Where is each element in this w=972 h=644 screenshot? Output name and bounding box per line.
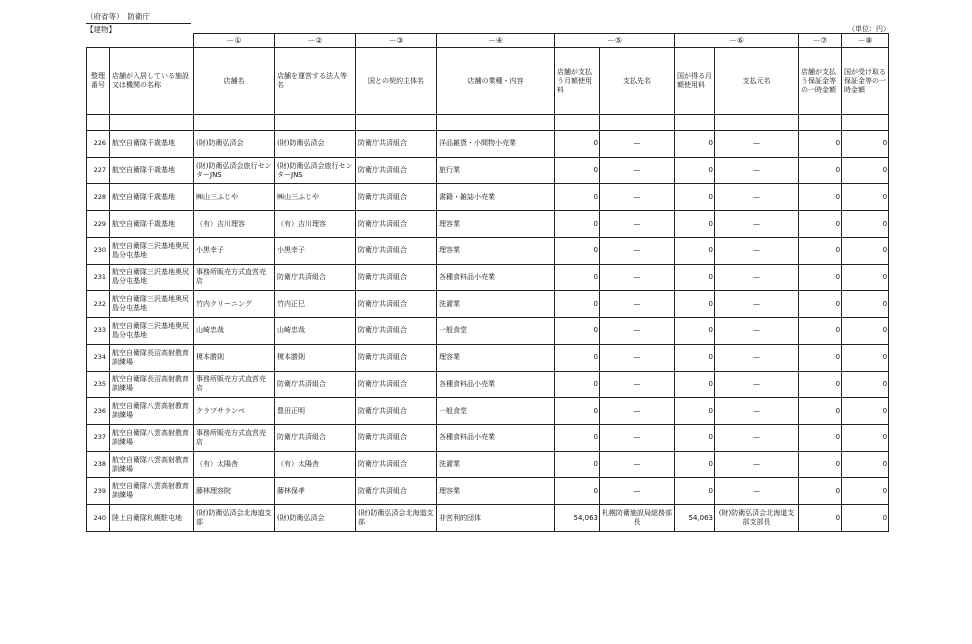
operator-name: 防衛庁共済組合 (275, 424, 356, 451)
business-type: 各種食料品小売業 (437, 264, 555, 291)
unit-label: （単位：円） (848, 25, 890, 33)
monthly-fee-paid: 0 (555, 424, 600, 451)
payee-name: — (600, 237, 675, 264)
monthly-fee-received: 0 (675, 451, 715, 478)
business-type: 洗濯業 (437, 291, 555, 318)
monthly-fee-received: 0 (675, 318, 715, 345)
table-row (87, 211, 889, 238)
deposit-paid: 0 (799, 424, 842, 451)
deposit-paid: 0 (799, 318, 842, 345)
row-number: 238 (87, 451, 110, 478)
facility-name: 航空自衛隊千歳基地 (110, 211, 194, 238)
shop-name: 事務所販売方式直営売店 (194, 371, 275, 398)
monthly-fee-paid: 0 (555, 291, 600, 318)
facility-name: 航空自衛隊八雲高射教育訓練場 (110, 451, 194, 478)
monthly-fee-received: 0 (675, 478, 715, 505)
monthly-fee-received: 0 (675, 237, 715, 264)
payee-name: — (600, 451, 675, 478)
header-facility: 店舗が入居している施設又は機関の名称 (110, 48, 194, 115)
payer-name: — (715, 157, 799, 184)
row-number: 234 (87, 344, 110, 371)
deposit-paid: 0 (799, 505, 842, 532)
table-row (87, 157, 889, 184)
monthly-fee-paid: 0 (555, 344, 600, 371)
column-header-row (87, 48, 889, 115)
header-contract: 国との契約主体名 (356, 48, 437, 115)
business-type: 旅行業 (437, 157, 555, 184)
table-row (87, 424, 889, 451)
deposit-received: 0 (842, 264, 889, 291)
header-no: 整理番号 (87, 48, 110, 115)
facility-name: 航空自衛隊千歳基地 (110, 184, 194, 211)
operator-name: 防衛庁共済組合 (275, 371, 356, 398)
header-monthly-received: 国が得る月額使用料 (675, 48, 715, 115)
monthly-fee-paid: 0 (555, 184, 600, 211)
column-number: －⑦ (799, 34, 842, 48)
shop-name: 事務所販売方式直営売店 (194, 424, 275, 451)
contract-entity: 防衛庁共済組合 (356, 131, 437, 158)
row-number: 229 (87, 211, 110, 238)
monthly-fee-received: 0 (675, 371, 715, 398)
monthly-fee-paid: 0 (555, 211, 600, 238)
shop-name: 小黒幸子 (194, 237, 275, 264)
ministry-name: 防衛庁 (127, 12, 150, 21)
business-type: 洋品雑貨・小間物小売業 (437, 131, 555, 158)
operator-name: 榎本勝則 (275, 344, 356, 371)
payer-name: — (715, 184, 799, 211)
contract-entity: 防衛庁共済組合 (356, 478, 437, 505)
operator-name: 藤林保孝 (275, 478, 356, 505)
payer-name: — (715, 424, 799, 451)
header-payee: 支払先名 (600, 48, 675, 115)
operator-name: 防衛庁共済組合 (275, 264, 356, 291)
shop-name: (財)防衛弘済会 (194, 131, 275, 158)
deposit-paid: 0 (799, 451, 842, 478)
payer-name: — (715, 291, 799, 318)
payer-name: — (715, 371, 799, 398)
shop-name: (財)防衛弘済会北海道支部 (194, 505, 275, 532)
section-label: 【建物】 (86, 25, 116, 34)
shop-name: （有）吉川理容 (194, 211, 275, 238)
deposit-paid: 0 (799, 211, 842, 238)
deposit-paid: 0 (799, 344, 842, 371)
deposit-paid: 0 (799, 371, 842, 398)
payer-name: — (715, 398, 799, 425)
deposit-received: 0 (842, 157, 889, 184)
column-number: －① (194, 34, 275, 48)
monthly-fee-paid: 54,063 (555, 505, 600, 532)
row-number: 233 (87, 318, 110, 345)
monthly-fee-paid: 0 (555, 451, 600, 478)
business-type: 洗濯業 (437, 451, 555, 478)
table-row (87, 184, 889, 211)
deposit-received: 0 (842, 184, 889, 211)
header-business: 店舗の業種・内容 (437, 48, 555, 115)
table-row (87, 344, 889, 371)
operator-name: 豊田正明 (275, 398, 356, 425)
deposit-received: 0 (842, 237, 889, 264)
table-row (87, 371, 889, 398)
table-row (87, 291, 889, 318)
row-number: 230 (87, 237, 110, 264)
table-row (87, 237, 889, 264)
deposit-received: 0 (842, 398, 889, 425)
row-number: 232 (87, 291, 110, 318)
payer-name: — (715, 478, 799, 505)
deposit-paid: 0 (799, 291, 842, 318)
column-number: －④ (437, 34, 555, 48)
business-type: 非営利的団体 (437, 505, 555, 532)
business-type: 一般食堂 (437, 318, 555, 345)
table-row (87, 478, 889, 505)
row-number: 228 (87, 184, 110, 211)
shop-name: 榎本勝則 (194, 344, 275, 371)
header-deposit-received: 国が受け取る保証金等の一時金額 (842, 48, 889, 115)
operator-name: ㈱山三ふじや (275, 184, 356, 211)
deposit-paid: 0 (799, 398, 842, 425)
operator-name: 竹内正巳 (275, 291, 356, 318)
payee-name: — (600, 131, 675, 158)
facility-name: 陸上自衛隊札幌駐屯地 (110, 505, 194, 532)
contract-entity: 防衛庁共済組合 (356, 157, 437, 184)
contract-entity: 防衛庁共済組合 (356, 184, 437, 211)
payer-name: — (715, 237, 799, 264)
business-type: 書籍・雑誌小売業 (437, 184, 555, 211)
business-type: 理容業 (437, 237, 555, 264)
operator-name: （有）太陽舎 (275, 451, 356, 478)
facility-name: 航空自衛隊三沢基地奥尻島分屯基地 (110, 318, 194, 345)
monthly-fee-paid: 0 (555, 157, 600, 184)
payer-name: — (715, 344, 799, 371)
monthly-fee-received: 0 (675, 211, 715, 238)
deposit-received: 0 (842, 451, 889, 478)
shop-name: (財)防衛弘済会旅行センターJNS (194, 157, 275, 184)
column-number-row (87, 34, 889, 48)
payee-name: — (600, 264, 675, 291)
payee-name: — (600, 344, 675, 371)
monthly-fee-received: 0 (675, 264, 715, 291)
deposit-received: 0 (842, 318, 889, 345)
payee-name: — (600, 371, 675, 398)
header-operator: 店舗を運営する法人等名 (275, 48, 356, 115)
payee-name: — (600, 157, 675, 184)
table-row (87, 451, 889, 478)
contract-entity: 防衛庁共済組合 (356, 451, 437, 478)
monthly-fee-paid: 0 (555, 398, 600, 425)
monthly-fee-received: 54,063 (675, 505, 715, 532)
ministry-line (86, 11, 191, 24)
facility-name: 航空自衛隊三沢基地奥尻島分屯基地 (110, 291, 194, 318)
deposit-received: 0 (842, 424, 889, 451)
column-number: －⑤ (555, 34, 675, 48)
monthly-fee-received: 0 (675, 424, 715, 451)
facility-name: 航空自衛隊八雲高射教育訓練場 (110, 478, 194, 505)
column-number: －⑥ (675, 34, 799, 48)
table-row (87, 131, 889, 158)
contract-entity: (財)防衛弘済会北海道支部 (356, 505, 437, 532)
monthly-fee-received: 0 (675, 344, 715, 371)
deposit-paid: 0 (799, 157, 842, 184)
operator-name: 小黒幸子 (275, 237, 356, 264)
header-shop: 店舗名 (194, 48, 275, 115)
deposit-paid: 0 (799, 237, 842, 264)
deposit-received: 0 (842, 211, 889, 238)
contract-entity: 防衛庁共済組合 (356, 211, 437, 238)
operator-name: (財)防衛弘済会 (275, 131, 356, 158)
header-deposit-paid: 店舗が支払う保証金等の一時金額 (799, 48, 842, 115)
deposit-received: 0 (842, 291, 889, 318)
facility-name: 航空自衛隊千歳基地 (110, 131, 194, 158)
column-number: －③ (356, 34, 437, 48)
business-type: 理容業 (437, 211, 555, 238)
deposit-received: 0 (842, 131, 889, 158)
monthly-fee-received: 0 (675, 157, 715, 184)
payee-name: 札幌防衛施設局総務部長 (600, 505, 675, 532)
shop-name: 竹内クリーニング (194, 291, 275, 318)
payee-name: — (600, 318, 675, 345)
table-row (87, 318, 889, 345)
row-number: 235 (87, 371, 110, 398)
contract-entity: 防衛庁共済組合 (356, 371, 437, 398)
deposit-paid: 0 (799, 264, 842, 291)
monthly-fee-paid: 0 (555, 371, 600, 398)
operator-name: （有）吉川理容 (275, 211, 356, 238)
facility-name: 航空自衛隊長沼高射教育訓練場 (110, 371, 194, 398)
payee-name: — (600, 291, 675, 318)
shop-name: ㈱山三ふじや (194, 184, 275, 211)
payee-name: — (600, 424, 675, 451)
facility-name: 航空自衛隊千歳基地 (110, 157, 194, 184)
monthly-fee-paid: 0 (555, 237, 600, 264)
payer-name: — (715, 211, 799, 238)
payee-name: — (600, 184, 675, 211)
contract-entity: 防衛庁共済組合 (356, 237, 437, 264)
shop-name: 事務所販売方式直営売店 (194, 264, 275, 291)
contract-entity: 防衛庁共済組合 (356, 264, 437, 291)
payee-name: — (600, 398, 675, 425)
spacer-row (87, 115, 889, 131)
monthly-fee-paid: 0 (555, 131, 600, 158)
monthly-fee-received: 0 (675, 184, 715, 211)
contract-entity: 防衛庁共済組合 (356, 318, 437, 345)
monthly-fee-received: 0 (675, 291, 715, 318)
contract-entity: 防衛庁共済組合 (356, 398, 437, 425)
shop-name: （有）太陽舎 (194, 451, 275, 478)
monthly-fee-paid: 0 (555, 478, 600, 505)
payer-name: — (715, 264, 799, 291)
deposit-paid: 0 (799, 131, 842, 158)
business-type: 理容業 (437, 478, 555, 505)
row-number: 236 (87, 398, 110, 425)
row-number: 227 (87, 157, 110, 184)
business-type: 一般食堂 (437, 398, 555, 425)
shop-name: 藤林理容院 (194, 478, 275, 505)
deposit-received: 0 (842, 478, 889, 505)
row-number: 240 (87, 505, 110, 532)
payee-name: — (600, 478, 675, 505)
monthly-fee-received: 0 (675, 398, 715, 425)
operator-name: 山崎忠哉 (275, 318, 356, 345)
facility-name: 航空自衛隊三沢基地奥尻島分屯基地 (110, 264, 194, 291)
header-payer: 支払元名 (715, 48, 799, 115)
facility-name: 航空自衛隊長沼高射教育訓練場 (110, 344, 194, 371)
facility-name: 航空自衛隊八雲高射教育訓練場 (110, 398, 194, 425)
operator-name: (財)防衛弘済会旅行センターJNS (275, 157, 356, 184)
header-monthly-paid: 店舗が支払う月額使用料 (555, 48, 600, 115)
business-type: 各種食料品小売業 (437, 371, 555, 398)
payer-name: — (715, 318, 799, 345)
ministry-prefix: （府省等） (86, 12, 124, 21)
monthly-fee-paid: 0 (555, 264, 600, 291)
column-number: －⑧ (842, 34, 889, 48)
monthly-fee-received: 0 (675, 131, 715, 158)
contract-entity: 防衛庁共済組合 (356, 291, 437, 318)
facility-name: 航空自衛隊三沢基地奥尻島分屯基地 (110, 237, 194, 264)
row-number: 237 (87, 424, 110, 451)
payee-name: — (600, 211, 675, 238)
payer-name: — (715, 451, 799, 478)
operator-name: (財)防衛弘済会 (275, 505, 356, 532)
contract-entity: 防衛庁共済組合 (356, 344, 437, 371)
table-row (87, 505, 889, 532)
contract-entity: 防衛庁共済組合 (356, 424, 437, 451)
table-row (87, 398, 889, 425)
column-number: －② (275, 34, 356, 48)
shop-name: クラブサランペ (194, 398, 275, 425)
monthly-fee-paid: 0 (555, 318, 600, 345)
row-number: 231 (87, 264, 110, 291)
deposit-received: 0 (842, 505, 889, 532)
payer-name: — (715, 131, 799, 158)
deposit-paid: 0 (799, 478, 842, 505)
row-number: 226 (87, 131, 110, 158)
facility-name: 航空自衛隊八雲高射教育訓練場 (110, 424, 194, 451)
table-row (87, 264, 889, 291)
business-type: 理容業 (437, 344, 555, 371)
shop-name: 山崎忠哉 (194, 318, 275, 345)
payer-name: (財)防衛弘済会北海道支部支部長 (715, 505, 799, 532)
deposit-received: 0 (842, 344, 889, 371)
deposit-paid: 0 (799, 184, 842, 211)
shop-table (86, 33, 889, 532)
row-number: 239 (87, 478, 110, 505)
deposit-received: 0 (842, 371, 889, 398)
business-type: 各種食料品小売業 (437, 424, 555, 451)
